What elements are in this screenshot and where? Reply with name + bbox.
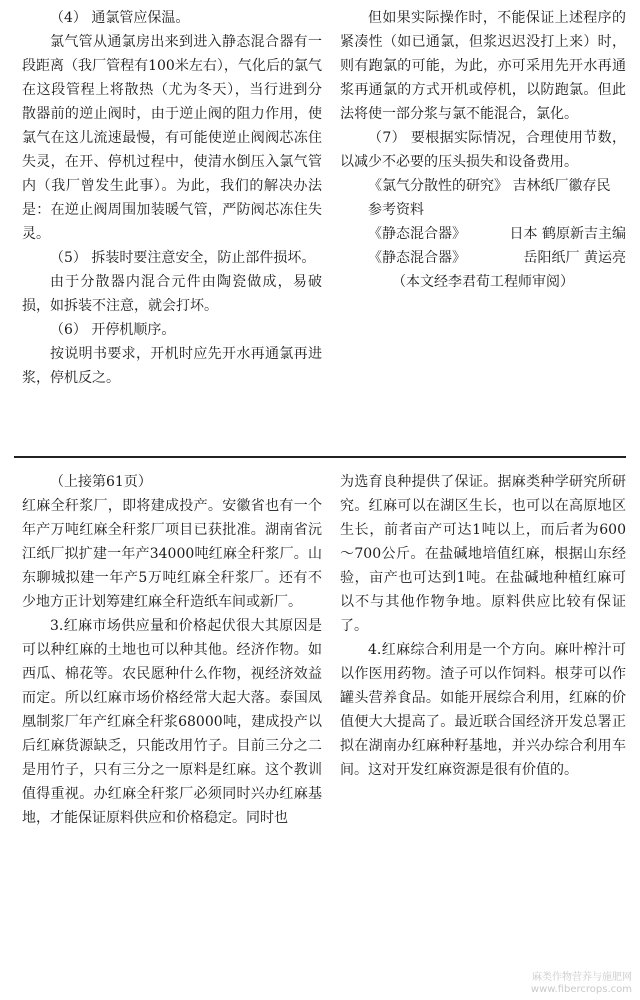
references-heading: 参考资料 (368, 202, 424, 218)
continued-from-note: （上接第61页） (50, 474, 152, 490)
bottom-left-column (22, 470, 322, 830)
watermark-url: www.fibercrops.com (530, 984, 632, 995)
paragraph: 但如果实际操作时，不能保证上述程序的紧凑性（如已通氯，但浆迟迟没打上来）时，则有跑氯的可能，为此，亦可采用先开水再通浆再通氯的方式开机或停机，以防跑氯。但此法将使一部分浆与氯不能混合，氯化。 (340, 10, 626, 122)
reference-title: 《静态混合器》 (368, 250, 466, 266)
paragraph: 4.红麻综合利用是一个方向。麻叶榨汁可以作医用药物。渣子可以作饲料。根芽可以作罐头营养食品。如能开展综合利用，红麻的价值便大大提高了。最近联合国经济开发总署正拟在湖南办红麻种籽基地，并兴办综合利用车间。这对开发红麻资源是很有价值的。 (340, 642, 626, 778)
section-divider (14, 456, 626, 458)
article-credit: 《氯气分散性的研究》 吉林纸厂徽存民 (368, 178, 611, 194)
section-6-heading: （6） 开停机顺序。 (50, 322, 176, 338)
paragraph: 氯气管从通氯房出来到进入静态混合器有一段距离（我厂管程有100米左右），气化后的氯气在这段管程上将散热（尤为冬天），当行进到分散器前的逆止阀时，由于逆止阀的阻力作用，使氯气在这儿流速最慢，有可能使逆止阀阀芯冻住失灵，在开、停机过程中，使清水倒压入氯气管内（我厂曾发生此事）。为此，我们的解决办法是：在逆止阀周围加装暖气管，严防阀芯冻住失灵。 (22, 34, 322, 242)
section-5-heading: （5） 拆装时要注意安全，防止部件损坏。 (50, 250, 316, 266)
section-4-heading: （4） 通氯管应保温。 (50, 10, 190, 26)
bottom-right-column (340, 470, 626, 782)
section-7-paragraph: （7） 要根据实际情况，合理使用节数，以减少不必要的压头损失和设备费用。 (340, 130, 626, 170)
paragraph: 红麻全秆浆厂，即将建成投产。安徽省也有一个年产万吨红麻全秆浆厂项目已获批准。湖南省沅江纸厂拟扩建一年产34000吨红麻全秆浆厂。山东聊城拟建一年产5万吨红麻全秆浆厂。还有不少地方正计划筹建红麻全秆造纸车间或新厂。 (22, 498, 322, 610)
reference-title: 《静态混合器》 (368, 226, 466, 242)
paragraph: 由于分散器内混合元件由陶瓷做成，易破损，如拆装不注意，就会打坏。 (22, 274, 322, 314)
watermark-site-name: 麻类作物营养与施肥网 (532, 972, 632, 983)
paragraph: 3.红麻市场供应量和价格起伏很大其原因是可以种红麻的土地也可以种其他。经济作物。如西瓜、棉花等。农民愿种什么作物，视经济效益而定。所以红麻市场价格经常大起大落。泰国凤凰制浆厂年产红麻全秆浆68000吨，建成投产以后红麻货源缺乏，只能改用竹子。目前三分之二是用竹子，只有三分之一原料是红麻。这个教训值得重视。办红麻全秆浆厂必须同时兴办红麻基地，才能保证原料供应和价格稳定。同时也 (22, 618, 322, 826)
paragraph: 为选育良种提供了保证。据麻类种学研究所研究。红麻可以在湖区生长，也可以在高原地区生长，前者亩产可达1吨以上，而后者为600～700公斤。在盐碱地培值红麻，根据山东经验，亩产也可达到1吨。在盐碱地种植红麻可以不与其他作物争地。原料供应比较有保证了。 (340, 474, 626, 634)
reference-author: 岳阳纸厂 黄运亮 (523, 250, 626, 266)
top-right-column (340, 6, 626, 294)
paragraph: 按说明书要求，开机时应先开水再通氯再进浆，停机反之。 (22, 346, 322, 386)
review-note: （本文经李君荀工程师审阅） (392, 274, 574, 290)
reference-author: 日本 鹤原新吉主编 (509, 226, 626, 242)
site-watermark (531, 972, 632, 996)
top-left-column (22, 6, 322, 390)
reference-item (340, 222, 626, 246)
reference-item (340, 246, 626, 270)
